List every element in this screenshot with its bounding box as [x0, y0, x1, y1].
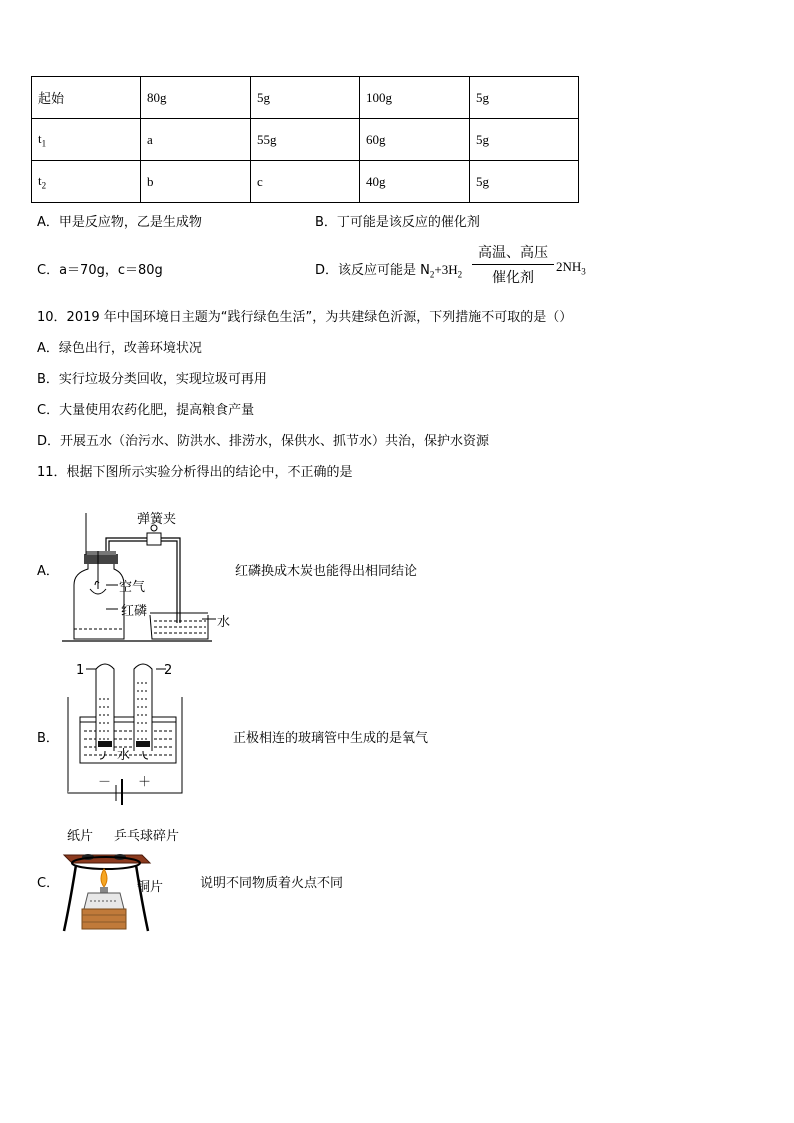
q10-option-a: A．绿色出行，改善环境状况	[37, 341, 202, 356]
table-cell: 5g	[470, 119, 579, 161]
table-cell: 100g	[360, 77, 470, 119]
table-cell: 40g	[360, 161, 470, 203]
q9-option-d-suffix: 2NH	[556, 259, 582, 274]
table-cell: 60g	[360, 119, 470, 161]
q10-option-b: B．实行垃圾分类回收，实现垃圾可再用	[37, 372, 267, 387]
table-cell-t2: $t_2$	[32, 161, 141, 203]
reaction-arrow	[472, 264, 554, 265]
table-cell: 5g	[251, 77, 360, 119]
q10-option-c: C．大量使用农药化肥，提高粮食产量	[37, 403, 255, 418]
label-negative: －	[98, 775, 112, 790]
reaction-condition-top: 高温、高压	[478, 245, 548, 261]
q11-c-letter: C．	[37, 876, 60, 891]
q9-option-d-product: $2NH_3$	[556, 259, 586, 277]
table-cell: 55g	[251, 119, 360, 161]
table-cell: 5g	[470, 161, 579, 203]
label-paper: 纸片	[67, 829, 94, 844]
label-red-phosphorus: 红磷	[121, 604, 148, 619]
label-tube-1: 1	[76, 663, 85, 678]
reaction-condition-bottom: 催化剂	[492, 270, 534, 286]
q11-b-conclusion: 正极相连的玻璃管中生成的是氧气	[233, 731, 429, 746]
label-water-a: 水	[217, 615, 231, 630]
label-pingpong: 乒乓球碎片	[114, 829, 180, 844]
table-cell: 起始	[32, 77, 141, 119]
q11-a-conclusion: 红磷换成木炭也能得出相同结论	[235, 564, 418, 579]
q11-stem: 11．根据下图所示实验分析得出的结论中，不正确的是	[37, 465, 353, 480]
table-cell: b	[141, 161, 251, 203]
table-row	[32, 161, 579, 203]
q9-option-d-prefix: D．该反应可能是 N	[315, 263, 430, 278]
label-tube-2: 2	[164, 663, 173, 678]
q9-option-c: C．a＝70g，c＝80g	[37, 263, 163, 278]
table-cell: a	[141, 119, 251, 161]
label-air: 空气	[119, 580, 146, 595]
table-cell: c	[251, 161, 360, 203]
table-cell-t1: $t_1$	[32, 119, 141, 161]
q11-a-letter: A．	[37, 564, 59, 579]
table-row	[32, 119, 579, 161]
label-positive: ＋	[138, 775, 152, 790]
reaction-mass-table	[31, 76, 579, 203]
q10-option-d: D．开展五水（治污水、防洪水、排涝水，保供水、抓节水）共治，保护水资源	[37, 434, 490, 449]
label-copper: 铜片	[137, 880, 164, 895]
reaction-condition	[472, 242, 554, 287]
q11-c-conclusion: 说明不同物质着火点不同	[200, 876, 344, 891]
q11-b-letter: B．	[37, 731, 59, 746]
label-spring-clip: 弹簧夹	[137, 512, 177, 527]
q9-option-d: D．该反应可能是 $N_2+3H_2$	[315, 262, 463, 280]
q9-option-b: B．丁可能是该反应的催化剂	[315, 215, 480, 230]
label-water-b: 水	[117, 748, 131, 763]
table-cell: 5g	[470, 77, 579, 119]
q10-stem: 10．2019 年中国环境日主题为“践行绿色生活”，为共建绿色沂源，下列措施不可取的是（）	[37, 310, 573, 325]
table-row	[32, 77, 579, 119]
q9-option-a: A．甲是反应物，乙是生成物	[37, 215, 202, 230]
table-cell: 80g	[141, 77, 251, 119]
